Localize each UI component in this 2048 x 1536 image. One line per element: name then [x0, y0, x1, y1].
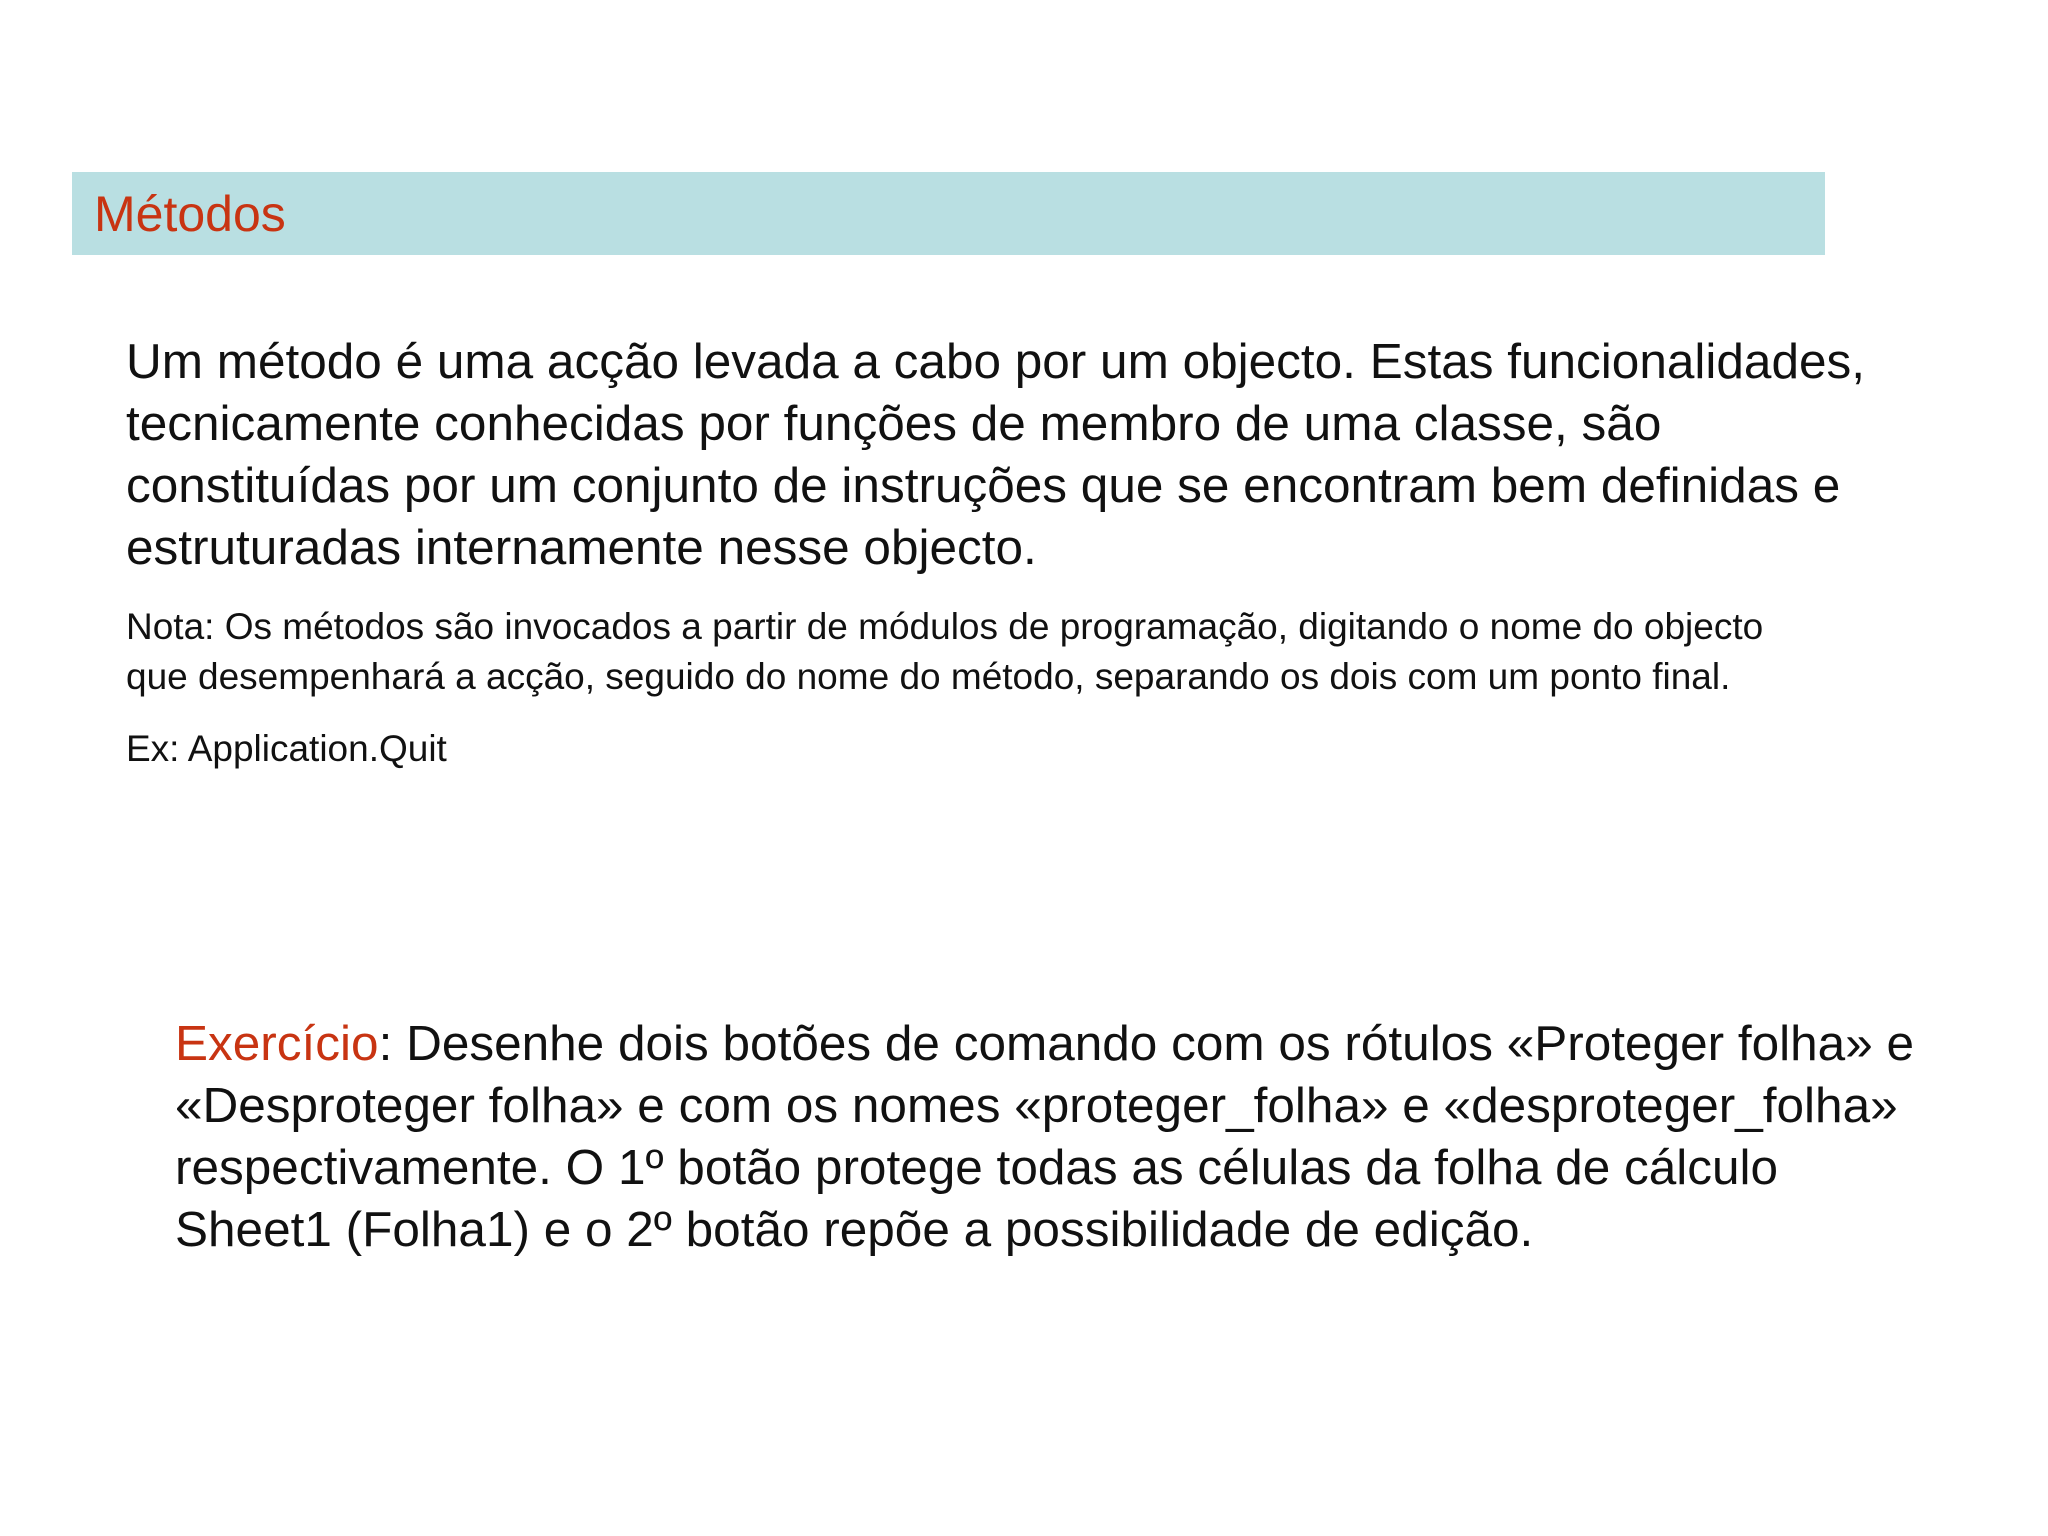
main-paragraph-line: constituídas por um conjunto de instruções que se encontram bem definidas e [126, 458, 1841, 513]
exercise-line: «Desproteger folha» e com os nomes «proteger_folha» e «desproteger_folha» [175, 1078, 1898, 1133]
exercise-line: respectivamente. O 1º botão protege todas as células da folha de cálculo [175, 1140, 1779, 1195]
exercise-line [175, 1013, 2035, 1075]
title-bar [72, 172, 1825, 255]
note-paragraph [126, 602, 2026, 702]
main-paragraph-line: Um método é uma acção levada a cabo por um objecto. Estas funcionalidades, [126, 334, 1866, 389]
exercise-line-rest: : Desenhe dois botões de comando com os rótulos «Proteger folha» e [378, 1016, 1915, 1071]
slide-title: Métodos [94, 186, 286, 242]
exercise-paragraph [175, 1013, 2035, 1261]
exercise-label: Exercício [175, 1016, 379, 1071]
main-paragraph-line: estruturadas internamente nesse objecto. [126, 520, 1037, 575]
note-line: que desempenhará a acção, seguido do nome do método, separando os dois com um ponto final. [126, 656, 1731, 697]
exercise-line: Sheet1 (Folha1) e o 2º botão repõe a possibilidade de edição. [175, 1202, 1534, 1257]
main-paragraph-line: tecnicamente conhecidas por funções de membro de uma classe, são [126, 396, 1662, 451]
note-line: Nota: Os métodos são invocados a partir de módulos de programação, digitando o nome do objecto [126, 606, 1764, 647]
example-text: Ex: Application.Quit [126, 728, 447, 769]
main-paragraph [126, 331, 2026, 579]
